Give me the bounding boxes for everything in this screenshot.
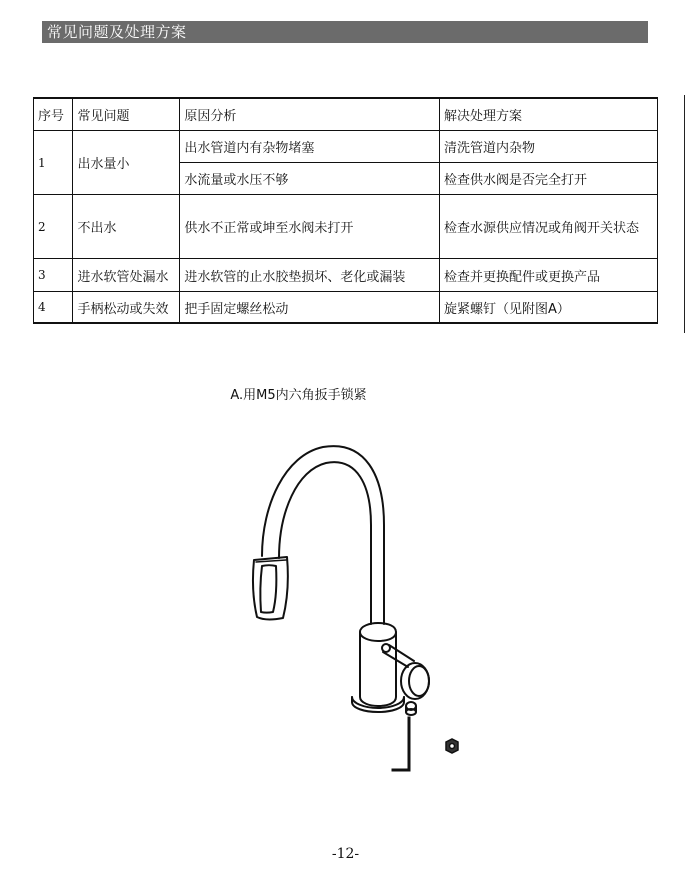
table-row [34, 259, 658, 292]
row-number: 1 [34, 131, 73, 195]
row-number: 3 [34, 259, 73, 292]
section-header-bar [42, 21, 648, 43]
nut-icon [446, 739, 458, 753]
fix-cell: 检查并更换配件或更换产品 [439, 259, 657, 292]
table-row [34, 131, 658, 163]
header-cell-fix: 解决处理方案 [439, 98, 657, 131]
header-cell-no: 序号 [34, 98, 73, 131]
hex-key-icon [393, 718, 409, 770]
page-edge-line [684, 95, 685, 333]
fix-cell: 旋紧螺钉（见附图A） [439, 292, 657, 324]
header-cell-issue: 常见问题 [73, 98, 180, 131]
issue-cell: 手柄松动或失效 [73, 292, 180, 324]
faucet-body-icon [352, 623, 404, 712]
figure-caption-text: A.用M5内六角扳手锁紧 [230, 388, 367, 403]
fix-cell: 清洗管道内杂物 [439, 131, 657, 163]
table-row [34, 292, 658, 324]
fix-cell: 检查水源供应情况或角阀开关状态 [439, 195, 657, 259]
faq-table [33, 97, 658, 324]
set-screw-icon [406, 702, 416, 715]
issue-cell: 不出水 [73, 195, 180, 259]
faucet-handle-icon [382, 644, 429, 699]
cause-cell: 进水软管的止水胶垫损坏、老化或漏装 [180, 259, 440, 292]
issue-cell: 出水量小 [73, 131, 180, 195]
faucet-spout-icon [253, 446, 384, 624]
issue-cell: 进水软管处漏水 [73, 259, 180, 292]
row-number: 4 [34, 292, 73, 324]
faucet-illustration [0, 430, 691, 790]
fix-cell: 检查供水阀是否完全打开 [439, 163, 657, 195]
row-number: 2 [34, 195, 73, 259]
cause-cell: 出水管道内有杂物堵塞 [180, 131, 440, 163]
header-cell-cause: 原因分析 [180, 98, 440, 131]
section-title: 常见问题及处理方案 [47, 23, 187, 41]
page-number: -12- [331, 846, 360, 862]
table-header-row [34, 98, 658, 131]
cause-cell: 水流量或水压不够 [180, 163, 440, 195]
table-row [34, 195, 658, 259]
cause-cell: 供水不正常或坤至水阀未打开 [180, 195, 440, 259]
cause-cell: 把手固定螺丝松动 [180, 292, 440, 324]
figure-caption [0, 384, 691, 403]
